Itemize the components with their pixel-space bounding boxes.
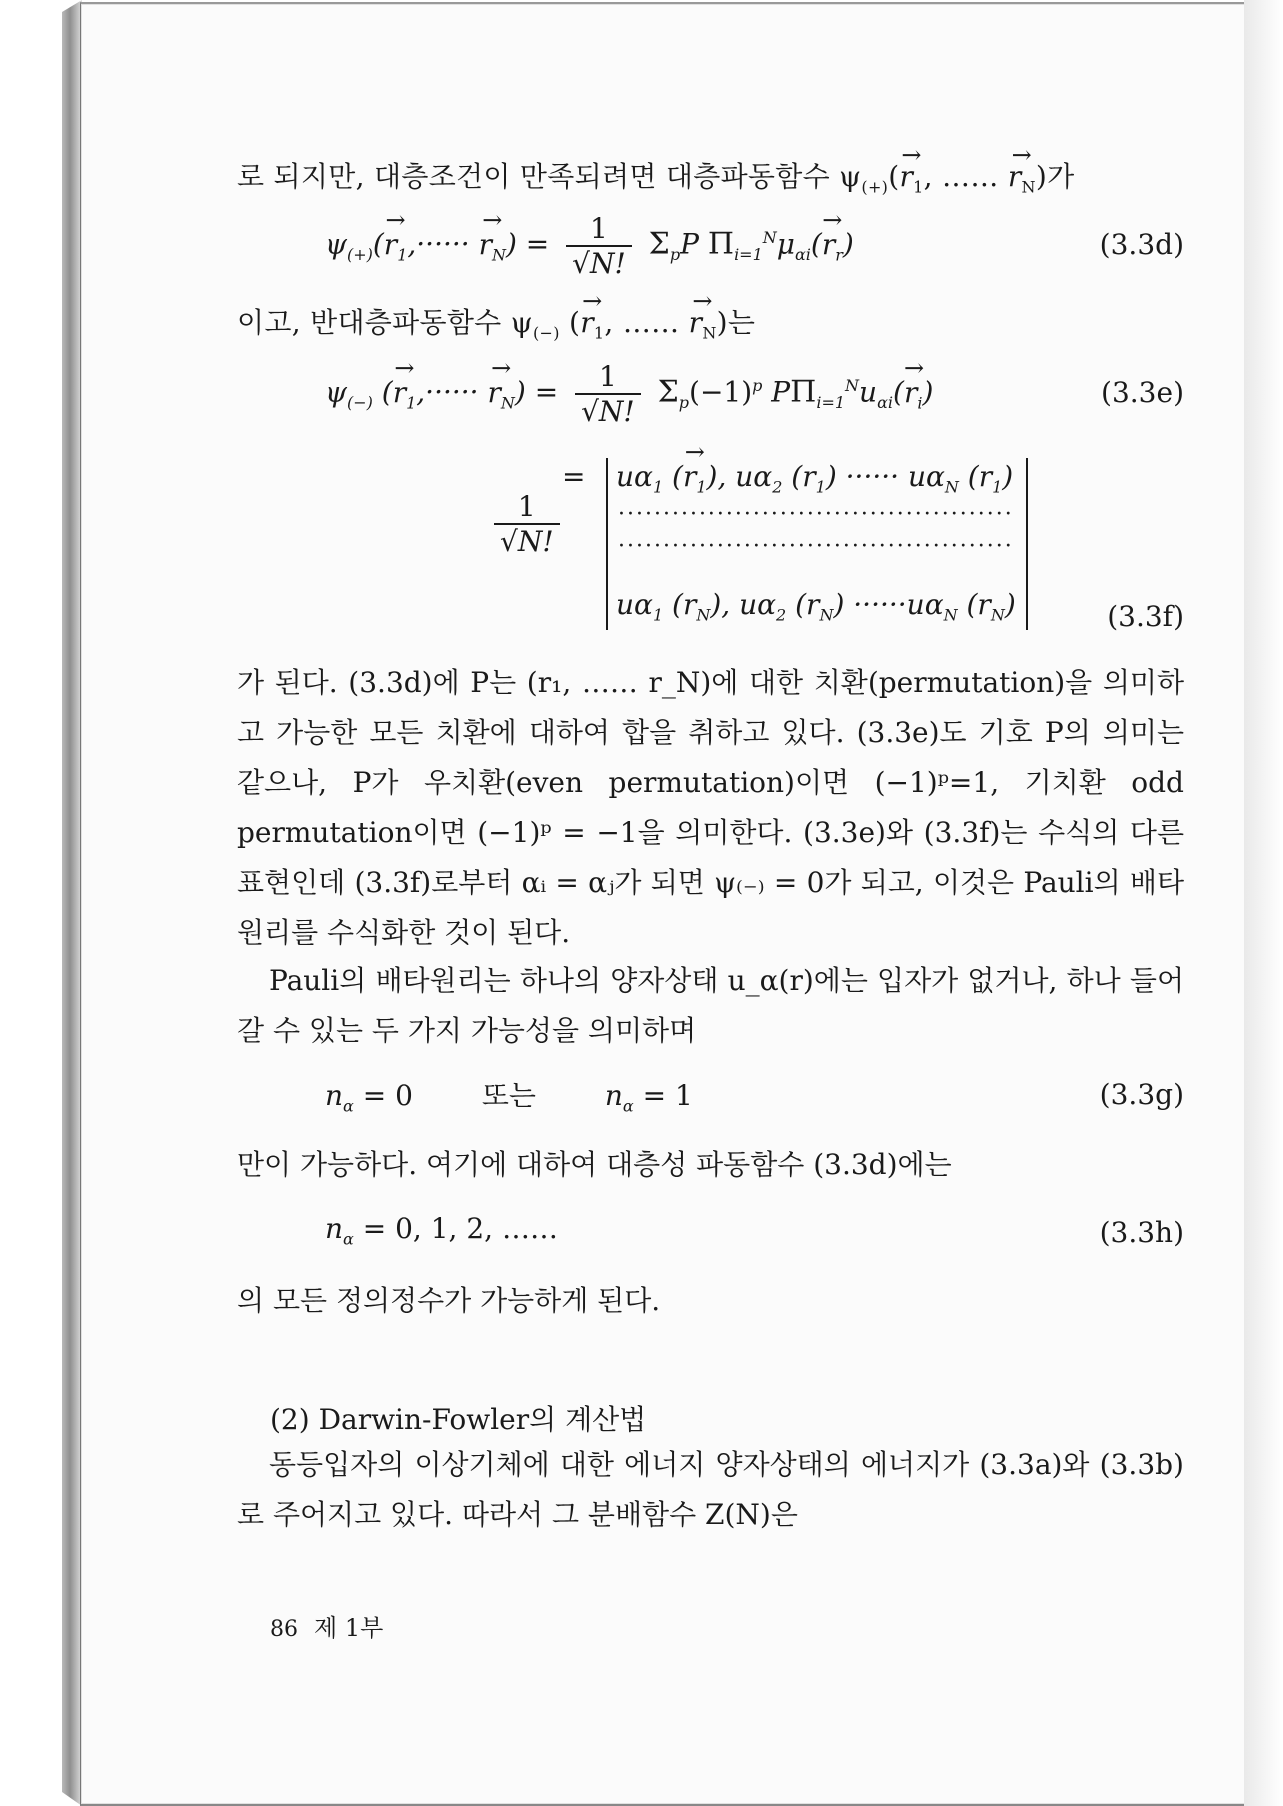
denominator: √N! <box>572 247 626 280</box>
eq-number-3-3g: (3.3g) <box>1099 1078 1184 1111</box>
paragraph-4: 의 모든 정의정수가 가능하게 된다. <box>237 1284 661 1317</box>
section-heading: (2) Darwin-Fowler의 계산법 <box>270 1403 647 1436</box>
h-values: = 0, 1, 2, …… <box>353 1212 558 1245</box>
line1-dots: …… <box>942 160 1008 193</box>
line3-text: 이고, 반대층파동함수 ψ <box>237 306 533 339</box>
part-label: 제 1부 <box>314 1614 384 1642</box>
equation-3-3h: $n_\alpha = 0$, 1, 2, …… <box>325 1212 558 1249</box>
paragraph-1: 가 된다. (3.3d)에 P는 (r₁, …… r_N)에 대한 치환(permutation)을 의미하고 가능한 모든 치환에 대하여 합을 취하고 있다. (3.3e)도 기호 P의 의미는 같으나, P가 우치환(even permutation)이면 (−1)ᵖ=1, 기치환 odd permutation이면 (−1)ᵖ = −1을 의미한다. (3.3e)와 (3.3f)는 수식의 다른 표현인데 (3.3f)로부터 αᵢ = αⱼ가 되면 ψ₍₋₎ = 0가 되고, 이것은 Pauli의 배타원리를 수식화한 것이 된다. <box>237 666 1184 949</box>
numerator: 1 <box>566 212 632 247</box>
eq-number-3-3h: (3.3h) <box>1099 1216 1184 1249</box>
eq-label: 3.3f <box>1118 600 1174 633</box>
line1-text: 로 되지만, 대층조건이 만족되려면 대층파동함수 ψ <box>237 160 862 193</box>
eq-one: = 1 <box>633 1079 693 1112</box>
eq-number-3-3e: (3.3e) <box>1101 376 1184 409</box>
book-page-edge <box>62 0 82 1806</box>
equation-3-3e: $\psi_{(-)}$ (→ $r_1,\cdot\cdot\cdot\cdot\cdot\cdot \to r_N$) = $\frac{1}{√N!}$ $\Sigma_p(-1)^p$ $P\Pi_{i=1}^Nu_{\alpha i}(\to r_i)$ <box>325 360 933 428</box>
equation-3-3g: $n_\alpha = 0$ 또는 $n_\alpha = 1$ <box>325 1079 693 1116</box>
det-prefactor: $\frac{1}{√N!}$ <box>486 490 568 558</box>
line3-end: )는 <box>716 306 756 339</box>
paragraph-3: 만이 가능하다. 여기에 대하여 대층성 파동함수 (3.3d)에는 <box>237 1148 952 1181</box>
det-row-1: $u\alpha_1$ (→ $r_1$), $u\alpha_2$ $(r_1)$ ······ $u\alpha_N$ $(r_1)$ <box>616 460 1013 497</box>
line3-dots: …… <box>622 306 680 339</box>
eq-number-3-3d: (3.3d) <box>1099 228 1184 261</box>
or-word: 또는 <box>481 1079 536 1112</box>
fraction-e: $\frac{1}{√N!}$ <box>575 360 641 428</box>
psi-symbol: ψ <box>325 227 347 261</box>
page-number: 86 <box>270 1617 298 1642</box>
equals-sign: = <box>562 460 586 493</box>
text-line-3: 이고, 반대층파동함수 $\psi_{(-)}$ (→ $r_1$, …… → $r_N$)는 <box>237 298 1184 359</box>
n-symbol: n <box>325 1079 344 1112</box>
line1-end: )가 <box>1035 160 1075 193</box>
equation-3-3d: $\psi_{(+)}(\to r_1,\cdot\cdot\cdot\cdot\cdot\cdot \to r_N)$ = $\frac{1}{√N!}$ $\Sigma_pP$ $\Pi_{i=1}^N\mu_{\alpha i}(\to r_r)$ <box>325 212 854 280</box>
eq-label: 3.3e <box>1111 376 1174 409</box>
page-shadow <box>1244 0 1283 1806</box>
page-footer <box>270 1608 383 1643</box>
eq-number-3-3f: (3.3f) <box>1107 600 1184 633</box>
det-dots-1: ············································ <box>618 502 1014 527</box>
paragraph-2: Pauli의 배타원리는 하나의 양자상태 u_α(r)에는 입자가 없거나, 하나 들어갈 수 있는 두 가지 가능성을 의미하며 <box>237 964 1184 1047</box>
eq-label: 3.3d <box>1110 228 1174 261</box>
det-dots-2: ············································ <box>618 534 1014 559</box>
paragraph-5: 동등입자의 이상기체에 대한 에너지 양자상태의 에너지가 (3.3a)와 (3.3b)로 주어지고 있다. 따라서 그 분배함수 Z(N)은 <box>237 1448 1184 1531</box>
eq-zero: = 0 <box>353 1079 413 1112</box>
det-row-n: $u\alpha_1$ $(r_N)$, $u\alpha_2$ $(r_N) \cdot\cdot\cdot\cdot\cdot\cdot u\alpha_N$ $(r_N)$ <box>616 588 1016 625</box>
eq-label: 3.3h <box>1110 1216 1174 1249</box>
determinant <box>606 458 1028 630</box>
fraction <box>566 212 632 280</box>
eq-label: 3.3g <box>1110 1078 1174 1111</box>
text-line-1: 로 되지만, 대층조건이 만족되려면 대층파동함수 $\psi_{(+)}(\to r_1$, …… → $r_N$)가 <box>237 152 1184 213</box>
